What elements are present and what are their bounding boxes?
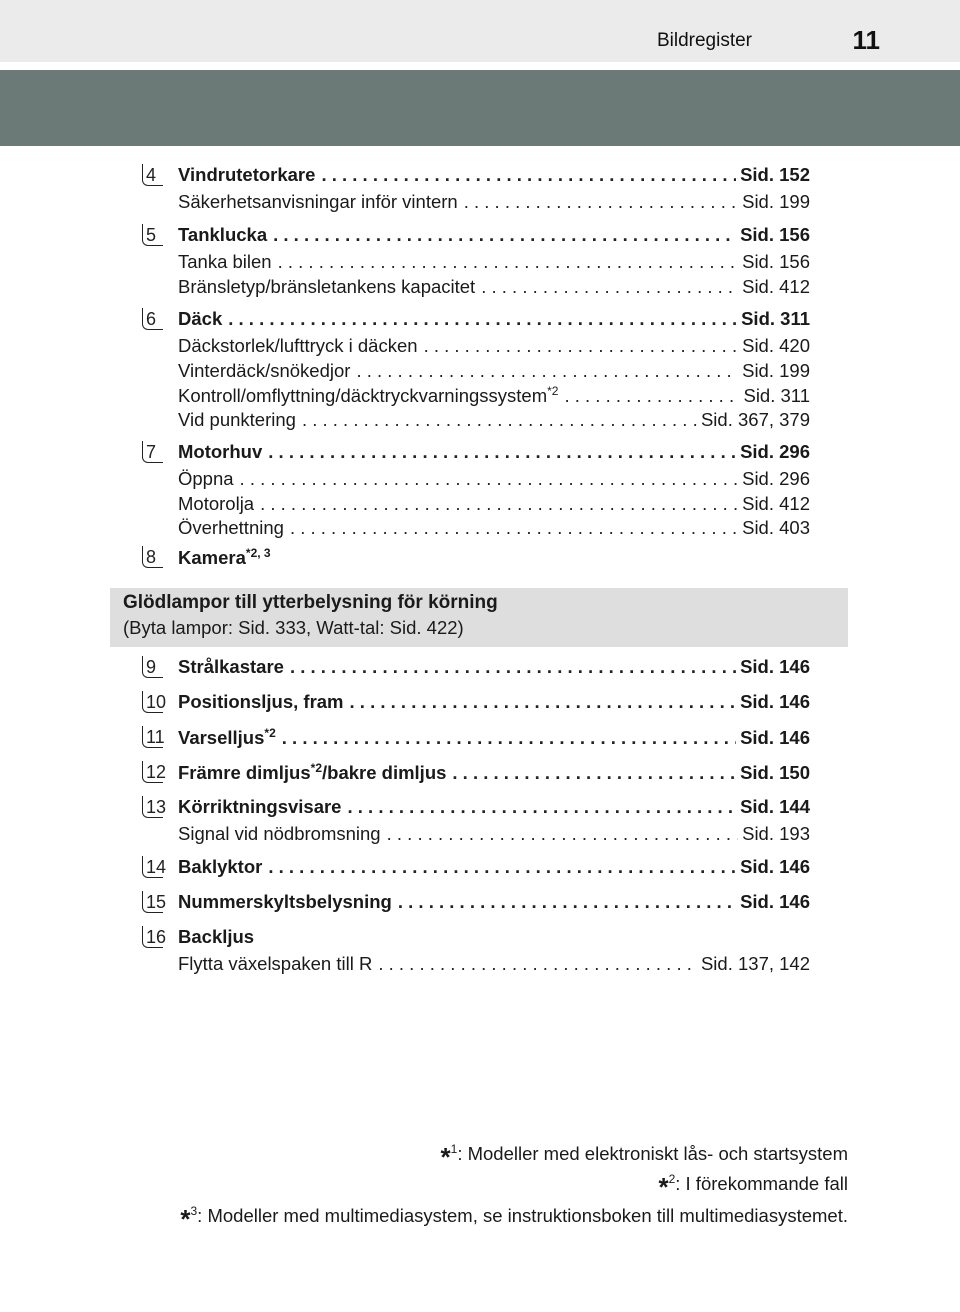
label-text: Överhettning — [178, 517, 284, 538]
label-text: Signal vid nödbromsning — [178, 823, 381, 844]
dot-leader — [272, 251, 739, 273]
entry-number-badge — [142, 656, 167, 679]
entry-number-badge — [142, 796, 167, 819]
entry-number: 15 — [146, 892, 167, 912]
section-title: Bildregister — [656, 30, 752, 51]
entry-row — [178, 691, 810, 715]
label-text: Positionsljus, fram — [178, 691, 344, 712]
entry-label — [178, 926, 254, 948]
entry-number-badge — [142, 761, 167, 784]
dot-leader — [234, 468, 739, 490]
page-reference[interactable]: Sid. 412 — [742, 492, 810, 514]
page-reference[interactable]: Sid. 146 — [740, 856, 810, 877]
sub-entry-row — [178, 360, 810, 384]
footnote-ref: *2 — [547, 384, 559, 398]
footnote — [441, 1142, 849, 1173]
label-text: Vindrutetorkare — [178, 164, 316, 185]
entry-number-badge — [142, 164, 167, 187]
label-text: Kamera — [178, 547, 246, 569]
entry-row — [178, 926, 810, 950]
sub-entry-row — [178, 493, 810, 517]
sub-entry-row — [178, 468, 810, 492]
entry-label — [178, 276, 475, 298]
page-reference[interactable]: Sid. 199 — [742, 191, 810, 212]
entry-label — [178, 308, 222, 330]
dot-leader — [315, 164, 736, 186]
label-text: Bränsletyp/bränsletankens kapacitet — [178, 275, 476, 297]
lamp-section-box — [110, 588, 848, 647]
entry-label — [178, 691, 344, 713]
lamp-section-title: Glödlampor till ytterbelysning för körning — [123, 592, 498, 613]
entry-number: 8 — [146, 547, 157, 567]
dot-leader — [222, 308, 737, 330]
label-text: Främre dimljus — [178, 762, 311, 784]
label-text: Tanklucka — [178, 224, 268, 245]
entry-label — [178, 335, 418, 357]
label-text: Strålkastare — [178, 656, 284, 677]
entry-row — [178, 546, 810, 570]
page-reference[interactable]: Sid. 296 — [742, 468, 810, 489]
entry-number-badge — [142, 726, 167, 749]
entry-number-badge — [142, 546, 167, 569]
entry-number-badge — [142, 691, 167, 714]
footnote-asterisk: * — [180, 1204, 191, 1235]
entry-row — [178, 308, 810, 332]
sub-entry-row — [178, 409, 810, 433]
entry-label — [178, 796, 341, 818]
footnote-text: : Modeller med elektroniskt lås- och startsystem — [457, 1143, 848, 1165]
sub-entry-row — [178, 517, 810, 541]
dot-leader — [262, 441, 736, 463]
entry-number-badge — [142, 856, 167, 879]
label-text: Vinterdäck/snökedjor — [178, 359, 351, 381]
dot-leader — [446, 762, 736, 784]
dot-leader — [558, 385, 739, 407]
dot-leader — [381, 823, 739, 845]
dot-leader — [341, 796, 736, 818]
dot-leader — [458, 191, 738, 213]
entry-label — [178, 468, 234, 490]
lamp-section-subtitle: (Byta lampor: Sid. 333, Watt-tal: Sid. 422) — [123, 617, 464, 638]
dot-leader — [284, 517, 738, 539]
footnote-asterisk: * — [440, 1142, 451, 1173]
entry-number: 6 — [146, 309, 157, 329]
entry-number-badge — [142, 926, 167, 949]
footnote — [180, 1204, 848, 1235]
footnote-number: 3 — [190, 1204, 198, 1218]
entry-row — [178, 856, 810, 880]
entry-label — [178, 409, 296, 431]
entry-label — [178, 224, 267, 246]
label-text: Däckstorlek/lufttryck i däcken — [178, 335, 418, 356]
page-reference[interactable]: Sid. 137, 142 — [700, 953, 810, 974]
footnote-ref: *2 — [310, 761, 322, 775]
entry-number: 11 — [146, 727, 165, 747]
page-reference[interactable]: Sid. 193 — [742, 823, 810, 844]
footnote — [658, 1172, 848, 1203]
sub-entry-row — [178, 953, 810, 977]
dot-leader — [296, 409, 697, 431]
label-text: Kontroll/omflyttning/däcktryckvarningssystem — [178, 385, 548, 407]
page-reference[interactable]: Sid. 156 — [740, 224, 810, 245]
entry-label — [178, 384, 558, 407]
entry-label — [178, 546, 271, 569]
label-text: Motorhuv — [178, 441, 263, 462]
dot-leader — [418, 335, 739, 357]
sub-entry-row — [178, 823, 810, 847]
entry-label — [178, 360, 350, 382]
page-reference[interactable]: Sid. 296 — [740, 441, 810, 462]
entry-number: 7 — [146, 442, 157, 462]
sub-entry-row — [178, 335, 810, 359]
page-reference[interactable]: Sid. 152 — [740, 164, 810, 185]
page-reference[interactable]: Sid. 199 — [742, 359, 810, 381]
dot-leader — [372, 953, 697, 975]
footnote-text: : Modeller med multimediasystem, se instruktionsboken till multimediasystemet. — [197, 1205, 848, 1227]
page-reference[interactable]: Sid. 156 — [742, 251, 810, 272]
entry-number: 4 — [146, 165, 157, 185]
entry-label — [178, 761, 446, 784]
label-text: Nummerskyltsbelysning — [178, 891, 392, 912]
page-reference[interactable]: Sid. 144 — [740, 796, 810, 817]
page-reference[interactable]: Sid. 146 — [740, 891, 810, 912]
entry-number: 13 — [146, 797, 167, 817]
footnote-asterisk: * — [658, 1172, 669, 1203]
entry-row — [178, 891, 810, 915]
entry-label — [178, 856, 262, 878]
dot-leader — [475, 276, 738, 298]
label-text: Backljus — [178, 926, 255, 947]
entry-number: 9 — [146, 657, 157, 677]
page-reference[interactable]: Sid. 150 — [740, 762, 810, 784]
dot-leader — [267, 224, 736, 246]
entry-label — [178, 656, 284, 678]
entry-number: 10 — [146, 692, 167, 712]
entry-number: 12 — [146, 762, 167, 782]
entry-label — [178, 164, 315, 186]
sub-entry-row — [178, 191, 810, 215]
entry-label — [178, 441, 262, 463]
page-reference[interactable]: Sid. 311 — [741, 308, 810, 329]
footnote-text: : I förekommande fall — [675, 1173, 848, 1195]
entry-number-badge — [142, 224, 167, 247]
dot-leader — [276, 727, 736, 749]
entry-number: 14 — [146, 857, 167, 877]
entry-number: 16 — [146, 927, 167, 947]
footnote-ref: *2, 3 — [245, 546, 271, 560]
entry-number-badge — [142, 441, 167, 464]
page-reference[interactable]: Sid. 420 — [742, 335, 810, 356]
label-text: Körriktningsvisare — [178, 796, 342, 817]
entry-label — [178, 191, 458, 213]
page-reference[interactable]: Sid. 146 — [740, 691, 810, 712]
entry-number-badge — [142, 891, 167, 914]
sub-entry-row — [178, 251, 810, 275]
label-text-after: /bakre dimljus — [322, 762, 447, 784]
entry-label — [178, 493, 254, 515]
entry-number: 5 — [146, 225, 157, 245]
entry-number-badge — [142, 308, 167, 331]
entry-label — [178, 823, 381, 845]
label-text: Varselljus — [178, 727, 265, 749]
label-text: Öppna — [178, 468, 234, 489]
entry-row — [178, 656, 810, 680]
page-reference[interactable]: Sid. 412 — [742, 275, 810, 297]
page-reference[interactable]: Sid. 146 — [740, 727, 810, 749]
dot-leader — [254, 493, 738, 515]
label-text: Baklyktor — [178, 856, 263, 877]
entry-label — [178, 891, 392, 913]
footnote-number: 1 — [450, 1142, 458, 1156]
page-reference[interactable]: Sid. 146 — [740, 656, 810, 677]
entry-row — [178, 164, 810, 188]
entry-label — [178, 953, 372, 975]
page-reference[interactable]: Sid. 403 — [742, 517, 810, 538]
entry-row — [178, 441, 810, 465]
header-band — [0, 0, 960, 62]
label-text: Däck — [178, 308, 223, 329]
footnote-number: 2 — [668, 1172, 676, 1186]
entry-row — [178, 726, 810, 750]
entry-label — [178, 726, 276, 749]
page-reference[interactable]: Sid. 367, 379 — [700, 408, 810, 430]
dark-banner — [0, 70, 960, 146]
dot-leader — [350, 360, 738, 382]
dot-leader — [392, 891, 736, 913]
entry-label — [178, 517, 284, 539]
entry-row — [178, 761, 810, 785]
label-text: Vid punktering — [178, 408, 296, 430]
sub-entry-row — [178, 276, 810, 300]
label-text: Motorolja — [178, 492, 255, 514]
sub-entry-row — [178, 384, 810, 408]
entry-label — [178, 251, 272, 273]
page-number: 11 — [852, 25, 880, 55]
dot-leader — [344, 691, 737, 713]
footnote-ref: *2 — [264, 726, 276, 740]
label-text: Flytta växelspaken till R — [178, 953, 373, 974]
label-text: Säkerhetsanvisningar inför vintern — [178, 191, 458, 212]
dot-leader — [284, 656, 736, 678]
page-reference[interactable]: Sid. 311 — [743, 385, 810, 407]
entry-row — [178, 796, 810, 820]
label-text: Tanka bilen — [178, 251, 272, 272]
dot-leader — [262, 856, 736, 878]
entry-row — [178, 224, 810, 248]
